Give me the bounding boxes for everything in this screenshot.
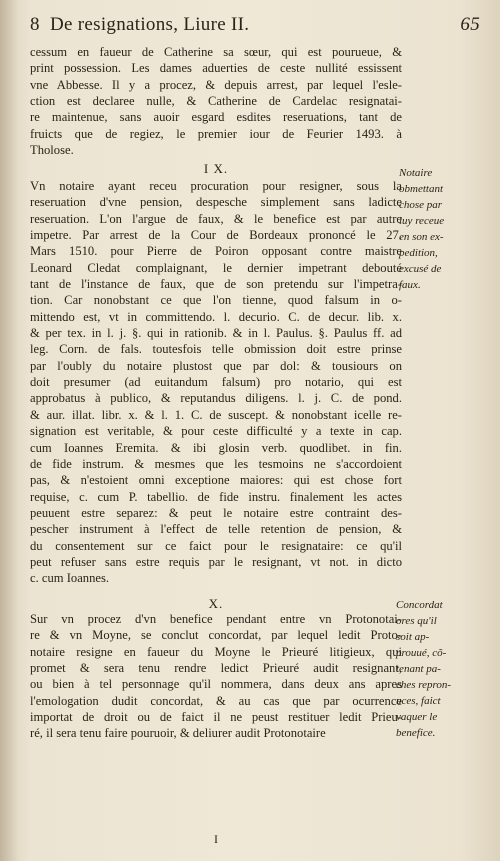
running-header	[30, 14, 488, 40]
text-line: Leonard Cledat complaignant, le dernier impetrant debouté	[30, 260, 402, 275]
text-line: ou bien à tel personnage qu'il nommera, dans deux ans apres	[30, 677, 402, 692]
text-line: c. cum Ioannes.	[30, 571, 110, 586]
margin-line: ores qu'il	[396, 615, 437, 627]
text-line: promet & sera tenu rendre ledict Prieuré audit resignant,	[30, 661, 402, 676]
text-line: & aur. illat. libr. x. & l. 1. C. de suscept. & nonobstant icelle re-	[30, 407, 402, 422]
text-line: peut refuser sans estre requis par le resignant, vt not. in dicto	[30, 554, 402, 569]
text-line: re & vn Moyne, se conclut concordat, par lequel ledit Proto-	[30, 628, 402, 643]
text-line: notaire resigne en faueur du Moyne le Prieuré litigieux, qui	[30, 644, 402, 659]
margin-line: ches repron-	[396, 679, 452, 691]
margin-line: soit ap-	[396, 631, 430, 643]
text-line: doit presumer (ad euitandum falsum) pro notario, qui est	[30, 375, 402, 390]
text-line: ction est declaree nulle, & Catherine de Cardelac resignatai-	[30, 94, 402, 109]
margin-line: Notaire	[399, 167, 433, 179]
text-line: impetre. Par arrest de la Cour de Bordeaux prononcé le 27.	[30, 228, 402, 243]
margin-note-notaire	[399, 165, 497, 293]
text-line: signation est veritable, & pour ceste difficulté y a texte in cap.	[30, 424, 402, 439]
margin-note-concordat	[396, 597, 494, 741]
text-line: pas, & n'estoient omni exceptione maiores: qui est chose fort	[30, 473, 402, 488]
section-heading-x: X.	[208, 596, 224, 611]
margin-line: vaquer le	[396, 711, 438, 723]
text-line: reseruation. L'on l'argue de faux, & le benefice est par autre	[30, 211, 402, 226]
paragraph-2	[30, 178, 402, 587]
signature-mark: I	[214, 832, 218, 846]
text-line: Sur vn procez d'vn benefice pendant entre vn Protonotai-	[30, 612, 402, 626]
header-title: De resignations, Liure II.	[50, 14, 250, 35]
header-folio-left: 8	[30, 14, 40, 35]
margin-line: benefice.	[396, 727, 436, 739]
text-line: reseruation d'vne pension, despesche simplement sans ladicte	[30, 195, 402, 210]
text-line: re maintenue, sans auoir esgard esdites reseruations, tant de	[30, 110, 402, 125]
text-line: fruicts que de regiez, le premier iour de Feurier 1493. à	[30, 126, 402, 141]
text-line: cessum en faueur de Catherine sa sœur, qui est pourueue, &	[30, 45, 402, 59]
text-line: approbatus à publico, & reputandus diligens. l. j. C. de pond.	[30, 391, 402, 406]
text-line: leg. Corn. de fals. toutesfois telle obmission doit estre prinse	[30, 342, 402, 357]
text-line: par l'oubly du notaire plustost que par dol: & tousiours on	[30, 358, 402, 373]
page-number: 65	[460, 14, 480, 35]
text-line: ré, il sera tenu faire pouruoir, & deliurer audit Protonotaire	[30, 726, 326, 741]
text-line: l'emologation dudit concordat, & au cas que par ocurrence	[30, 693, 402, 708]
margin-line: excusé de	[399, 263, 442, 275]
margin-line: uces, faict	[396, 695, 441, 707]
margin-line: prouué, cõ-	[396, 647, 447, 659]
text-line: print possession. Les dames aduerties de ceste nullité essissent	[30, 61, 402, 76]
text-line: Mars 1510. pour Pierre de Poiron opposant contre maistre	[30, 244, 402, 259]
paragraph-3	[30, 611, 402, 742]
text-line: Tholose.	[30, 143, 74, 158]
text-line: de fide instrum. & mesmes que les tesmoins ne s'accordoient	[30, 456, 402, 471]
text-line: pescher instrument à l'effect de telle retention de pension, &	[30, 522, 402, 537]
text-line: peuuent estre separez: & peut le notaire estre contraint des-	[30, 505, 402, 520]
text-line: requise, c. cum P. tabellio. de fide instru. finalement les actes	[30, 489, 402, 504]
text-line: du consentement sur ce faict pour le resignataire: ce qu'il	[30, 538, 402, 553]
text-line: & per tex. in l. j. §. qui in rationib. & in l. Paulus. §. Paulus ff. ad	[30, 326, 402, 341]
margin-line: luy receue	[399, 215, 445, 227]
margin-line: chose par	[399, 199, 443, 211]
text-line: Vn notaire ayant receu procuration pour resigner, sous la	[30, 179, 402, 193]
text-line: importat de droit ou de faict il ne peust restituer ledit Prieu-	[30, 710, 402, 725]
margin-line: tenant pa-	[396, 663, 441, 675]
margin-line: en son ex-	[399, 231, 444, 243]
text-line: vne Abbesse. Il y a procez, & depuis arrest, par lequel l'esle-	[30, 77, 402, 92]
margin-line: faux.	[399, 279, 421, 291]
text-line: mittendo est, vt in committendo. l. decurio. C. de decur. lib. x.	[30, 309, 402, 324]
margin-line: pedition,	[399, 247, 438, 259]
margin-line: obmettant	[399, 183, 443, 195]
section-heading-ix: I X.	[203, 161, 229, 176]
margin-line: Concordat	[396, 599, 443, 611]
paragraph-1	[30, 44, 402, 158]
text-line: tion. Car nonobstant ce que l'on tienne, quod falsum in o-	[30, 293, 402, 308]
spine-shadow	[0, 0, 18, 861]
text-line: tant de l'instance de faux, que de son pretendu sur l'impetra-	[30, 277, 402, 292]
text-line: cum Ioannes Eremita. & ibi glosin verb. quodlibet. in fin.	[30, 440, 402, 455]
